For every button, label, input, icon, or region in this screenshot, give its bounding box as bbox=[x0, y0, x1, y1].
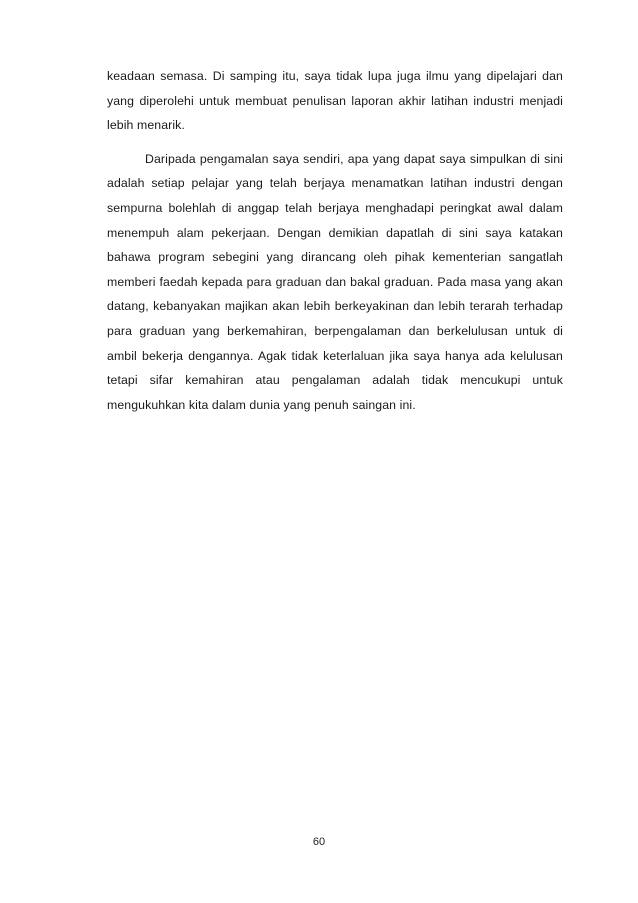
page-number: 60 bbox=[312, 836, 326, 848]
page-body bbox=[107, 64, 563, 417]
paragraph-continuation: keadaan semasa. Di samping itu, saya tidak lupa juga ilmu yang dipelajari dan yang diperolehi untuk membuat penulisan laporan akhir latihan industri menjadi lebih menarik. bbox=[107, 69, 563, 133]
paragraph-conclusion: Daripada pengamalan saya sendiri, apa yang dapat saya simpulkan di sini adalah setiap pelajar yang telah berjaya menamatkan latihan industri dengan sempurna bolehlah di anggap telah berjaya menghadapi peringkat awal dalam menempuh alam pekerjaan. Dengan demikian dapatlah di sini saya katakan bahawa program sebegini yang dirancang oleh pihak kementerian sangatlah memberi faedah kepada para graduan dan bakal graduan. Pada masa yang akan datang, kebanyakan majikan akan lebih berkeyakinan dan lebih terarah terhadap para graduan yang berkemahiran, berpengalaman dan berkelulusan untuk di ambil bekerja dengannya. Agak tidak keterlaluan jika saya hanya ada kelulusan tetapi sifar kemahiran atau pengalaman adalah tidak mencukupi untuk mengukuhkan kita dalam dunia yang penuh saingan ini. bbox=[107, 151, 563, 412]
